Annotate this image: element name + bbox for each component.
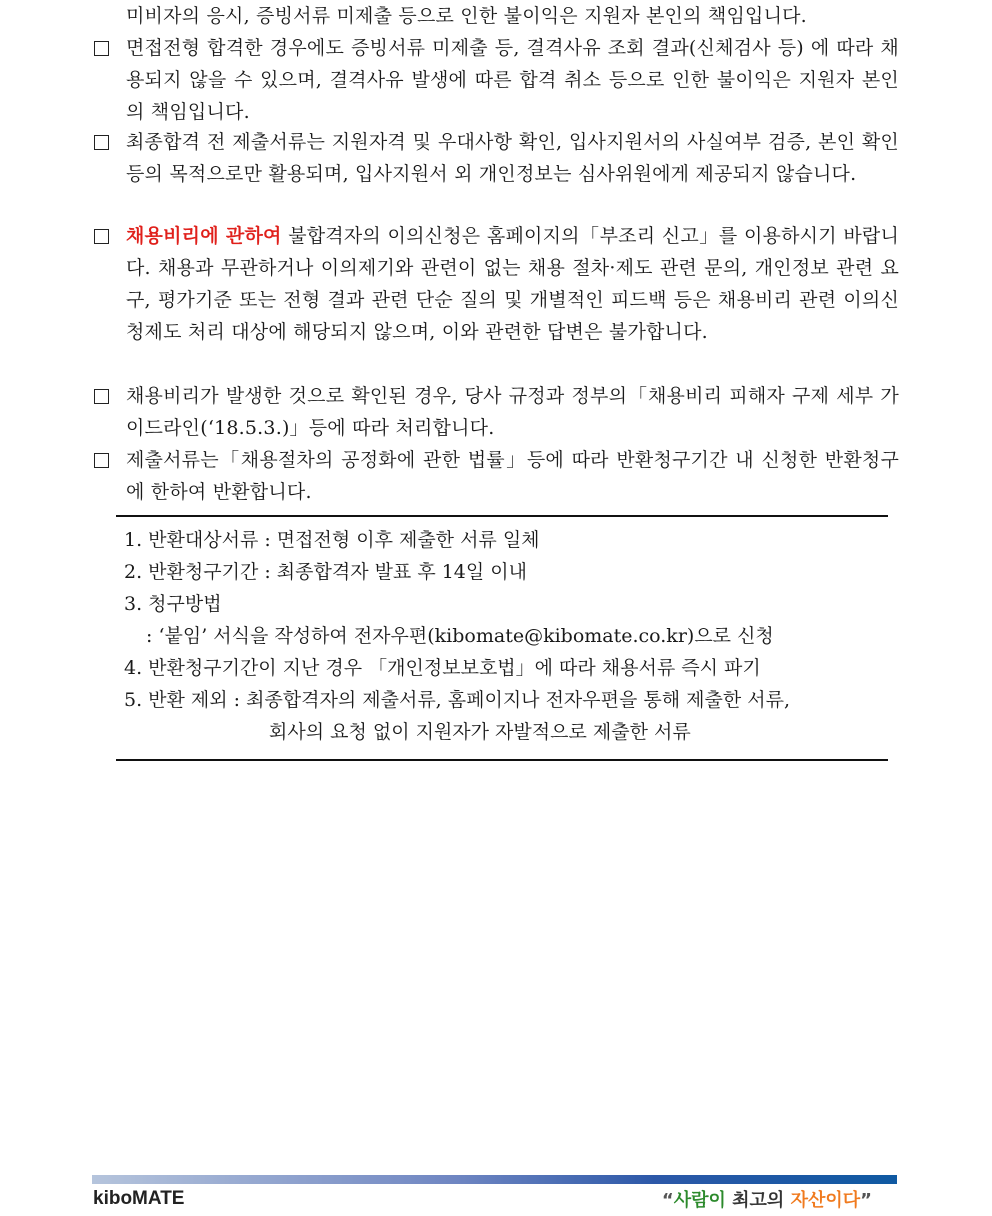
notice-text: 제출서류는「채용절차의 공정화에 관한 법률」등에 따라 반환청구기간 내 신청한 반환청구에 한하여 반환합니다.	[126, 449, 899, 503]
checkbox-square-icon	[94, 389, 109, 404]
notice-item	[94, 444, 899, 508]
divider-top	[116, 515, 888, 517]
notice-text	[126, 220, 899, 348]
return-item-2: 2. 반환청구기간 : 최종합격자 발표 후 14일 이내	[124, 561, 528, 583]
notice-item	[94, 32, 899, 128]
slogan-part-2: 최고의	[725, 1190, 791, 1211]
return-item-3: 3. 청구방법	[124, 593, 222, 615]
divider-bottom	[116, 759, 888, 761]
checkbox-square-icon	[94, 135, 109, 150]
checkbox-square-icon	[94, 41, 109, 56]
notice-item	[94, 126, 899, 190]
return-list	[124, 524, 894, 748]
checkbox-square-icon	[94, 229, 109, 244]
company-slogan	[662, 1186, 872, 1212]
notice-text: 채용비리가 발생한 것으로 확인된 경우, 당사 규정과 정부의「채용비리 피해자 구제 세부 가이드라인(‘18.5.3.)」등에 따라 처리합니다.	[126, 385, 899, 439]
return-item-5: 5. 반환 제외 : 최종합격자의 제출서류, 홈페이지나 전자우편을 통해 제출한 서류,	[124, 689, 790, 711]
notice-item	[94, 220, 899, 348]
highlight-text: 채용비리에 관하여	[126, 225, 282, 247]
company-logo: kiboMATE	[93, 1188, 185, 1209]
slogan-close-quote: ”	[860, 1190, 872, 1211]
return-item-5-continued: 회사의 요청 없이 지원자가 자발적으로 제출한 서류	[269, 721, 691, 743]
slogan-part-3: 자산이다	[790, 1190, 861, 1211]
notice-text: 최종합격 전 제출서류는 지원자격 및 우대사항 확인, 입사지원서의 사실여부 검증, 본인 확인 등의 목적으로만 활용되며, 입사지원서 외 개인정보는 심사위원에게 제공되지 않습니다.	[126, 131, 899, 185]
return-item-1: 1. 반환대상서류 : 면접전형 이후 제출한 서류 일체	[124, 529, 540, 551]
slogan-part-1: 사람이	[673, 1190, 726, 1211]
return-item-4: 4. 반환청구기간이 지난 경우 「개인정보보호법」에 따라 채용서류 즉시 파기	[124, 657, 761, 679]
notice-item	[94, 380, 899, 444]
slogan-open-quote: “	[661, 1190, 674, 1211]
checkbox-square-icon	[94, 453, 109, 468]
continuation-line: 미비자의 응시, 증빙서류 미제출 등으로 인한 불이익은 지원자 본인의 책임입니다.	[126, 5, 807, 27]
return-item-3-detail: : ‘붙임’ 서식을 작성하여 전자우편(kibomate@kibomate.co.kr)으로 신청	[146, 625, 774, 647]
notice-body: 불합격자의 이의신청은 홈페이지의「부조리 신고」를 이용하시기 바랍니다. 채용과 무관하거나 이의제기와 관련이 없는 채용 절차·제도 관련 문의, 개인정보 관련 요구, 평가기준 또는 전형 결과 관련 단순 질의 및 개별적인 피드백 등은 채용비리 관련 이의신청제도 처리 대상에 해당되지 않으며, 이와 관련한 답변은 불가합니다.	[126, 225, 900, 343]
notice-text: 면접전형 합격한 경우에도 증빙서류 미제출 등, 결격사유 조회 결과(신체검사 등) 에 따라 채용되지 않을 수 있으며, 결격사유 발생에 따른 합격 취소 등으로 인한 불이익은 지원자 본인의 책임입니다.	[126, 37, 899, 123]
footer-gradient-bar	[92, 1175, 897, 1184]
